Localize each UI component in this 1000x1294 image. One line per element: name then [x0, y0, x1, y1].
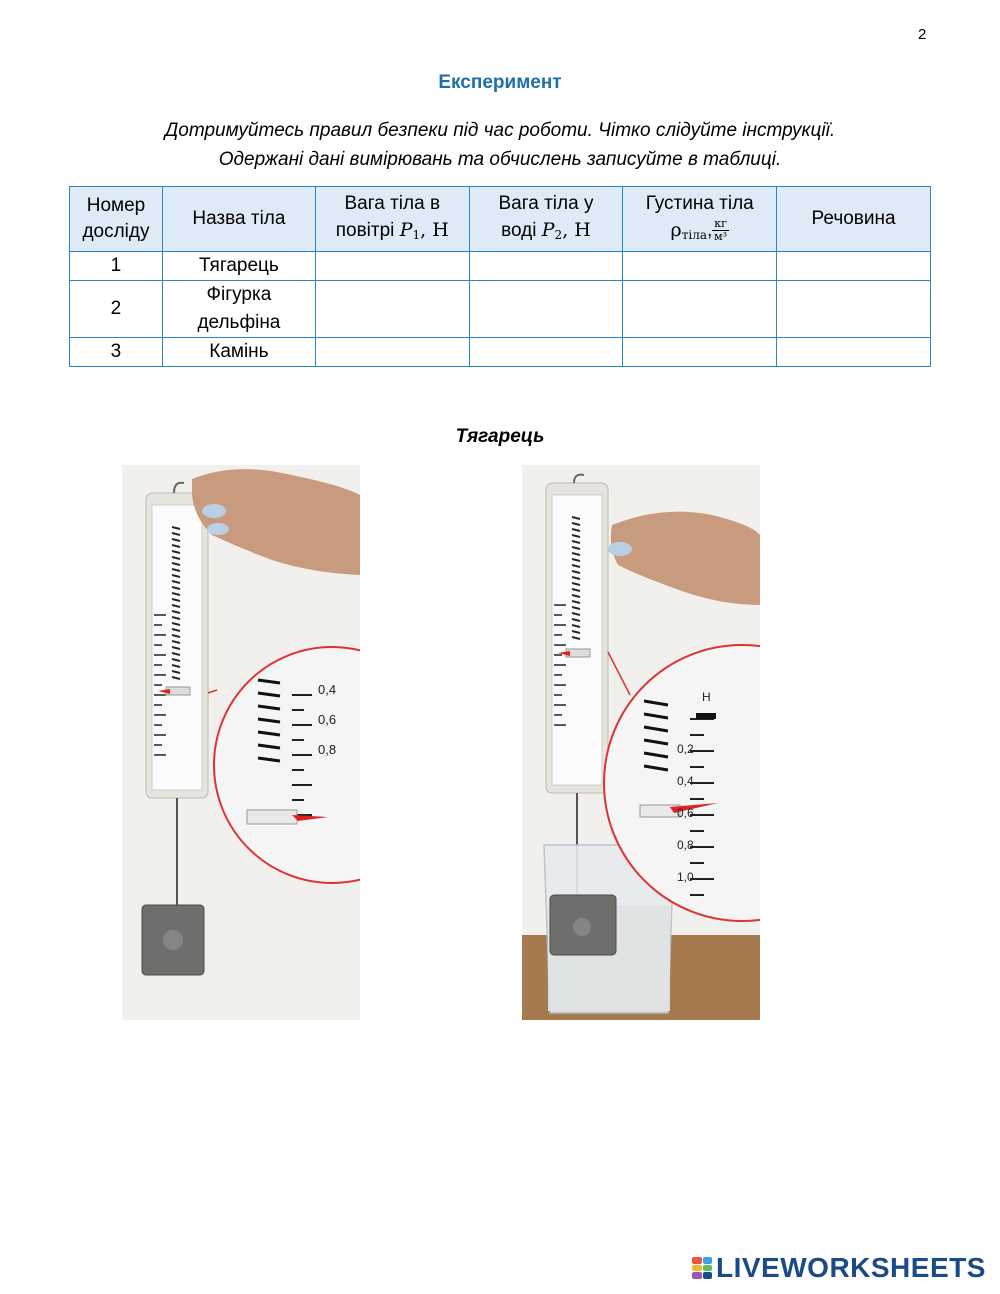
zoom-label: 0,8: [677, 838, 694, 852]
table-header-row: [70, 187, 931, 252]
cell-name: Камінь: [162, 338, 315, 367]
cell-weight-air[interactable]: [315, 338, 469, 367]
cell-weight-water[interactable]: [469, 252, 623, 281]
photo-dynamometer-water: [522, 465, 760, 1020]
cell-substance[interactable]: [777, 252, 931, 281]
header-weight-air: Вага тіла в повітрі $P_1$, Н: [315, 187, 469, 252]
zoom-label: 0,4: [677, 774, 694, 788]
instructions-line-2: Одержані дані вимірювань та обчислень записуйте в таблиці.: [218, 149, 782, 170]
cell-name: Тягарець: [162, 252, 315, 281]
section-heading: Експеримент: [438, 72, 562, 93]
table-row: [70, 281, 931, 338]
cell-weight-air[interactable]: [315, 281, 469, 338]
header-substance: Речовина: [777, 187, 931, 252]
cell-substance[interactable]: [777, 281, 931, 338]
cell-substance[interactable]: [777, 338, 931, 367]
zoom-label: 0,8: [318, 742, 337, 757]
cell-weight-water[interactable]: [469, 281, 623, 338]
photo-caption: Тягарець: [455, 426, 545, 447]
header-density: Густина тіла $\rho_{тіла}$, $\frac{кг}{\text{м³}}$: [623, 187, 777, 252]
liveworksheets-logo[interactable]: [692, 1252, 986, 1284]
logo-icon: [692, 1257, 712, 1279]
dynamometer-water-illustration: [522, 465, 760, 1020]
cell-number: 1: [70, 252, 163, 281]
instructions-line-1: Дотримуйтесь правил безпеки під час роботи. Чітко слідуйте інструкції.: [164, 120, 836, 141]
cell-density[interactable]: [623, 281, 777, 338]
instructions: [0, 116, 1000, 174]
cell-weight-water[interactable]: [469, 338, 623, 367]
dynamometer-air-illustration: [122, 465, 360, 1020]
cell-number: 3: [70, 338, 163, 367]
table-row: [70, 338, 931, 367]
logo-text: LIVEWORKSHEETS: [716, 1252, 986, 1283]
table-row: [70, 252, 931, 281]
zoom-label: 0,2: [677, 742, 694, 756]
zoom-label: 0,6: [677, 806, 694, 820]
header-name: Назва тіла: [162, 187, 315, 252]
zoom-label: 0,6: [318, 712, 337, 727]
photo-dynamometer-air: [122, 465, 360, 1020]
zoom-label: 1,0: [677, 870, 694, 884]
density-unit: $\frac{кг}{\text{м³}}$: [714, 216, 728, 243]
cell-density[interactable]: [623, 338, 777, 367]
cell-number: 2: [70, 281, 163, 338]
page-number: 2: [918, 26, 927, 43]
header-number: Номер досліду: [70, 187, 163, 252]
cell-name: Фігурка дельфіна: [162, 281, 315, 338]
cell-weight-air[interactable]: [315, 252, 469, 281]
header-weight-water: Вага тіла у воді $P_2$, Н: [469, 187, 623, 252]
cell-density[interactable]: [623, 252, 777, 281]
zoom-label: 0,4: [318, 682, 337, 697]
zoom-unit-label: Н: [702, 690, 711, 704]
results-table: [69, 186, 931, 367]
